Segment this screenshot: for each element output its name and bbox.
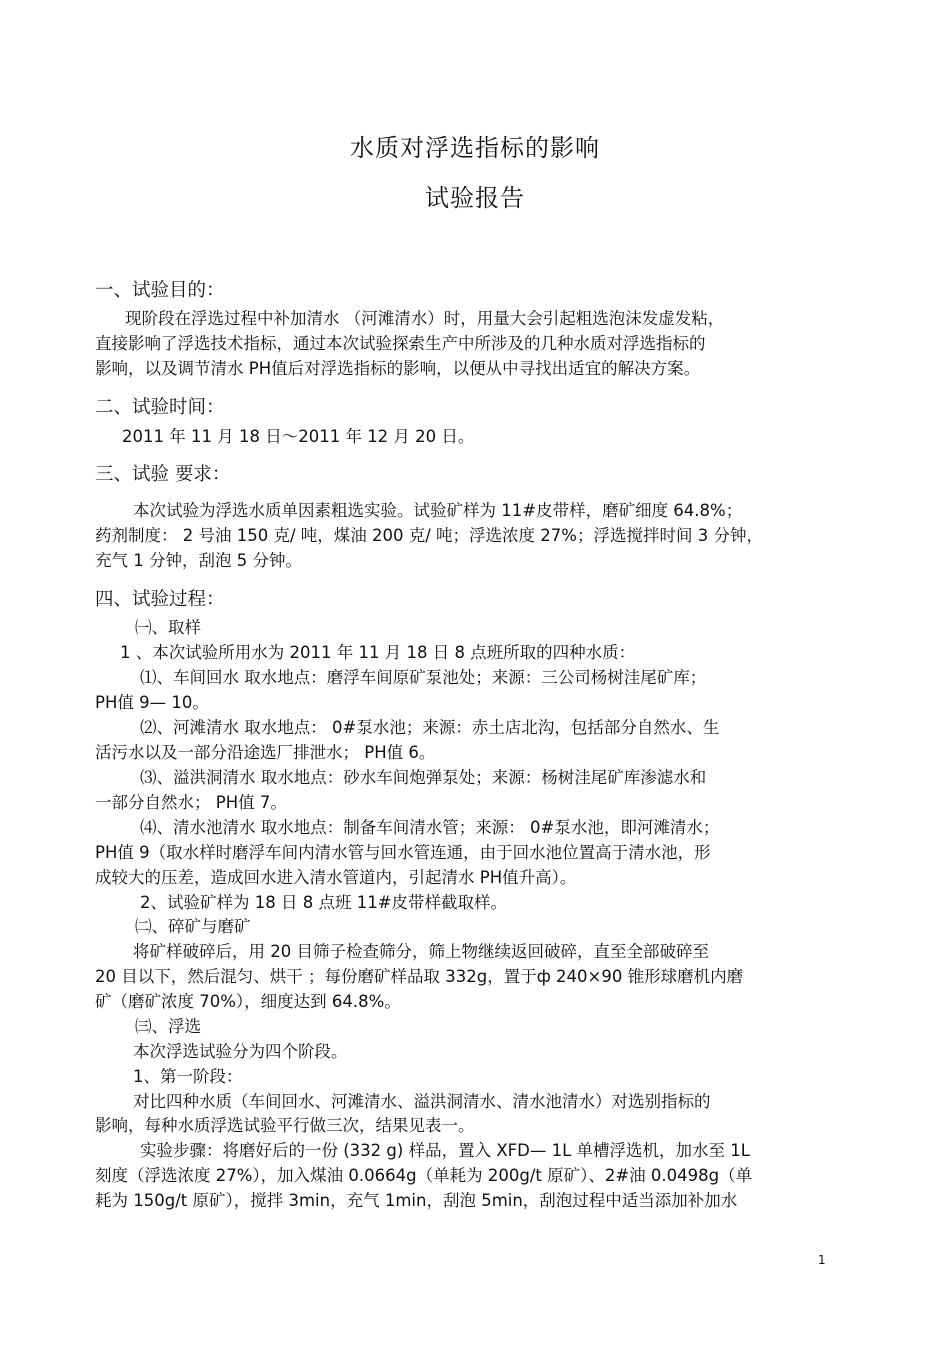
subheading: ㈡、碎矿与磨矿 bbox=[135, 917, 251, 936]
paragraph-line: 实验步骤：将磨好后的一份 (332 g) 样品，置入 XFD— 1L 单槽浮选机，加水至 1L bbox=[140, 1141, 750, 1160]
paragraph-line: 药剂制度： 2 号油 150 克/ 吨，煤油 200 克/ 吨；浮选浓度 27%；浮选搅拌时间 3 分钟， bbox=[95, 526, 763, 545]
paragraph-line: 充气 1 分钟，刮泡 5 分钟。 bbox=[95, 551, 302, 570]
paragraph-line: ⑴、车间回水 取水地点：磨浮车间原矿泵池处；来源：三公司杨树洼尾矿库； bbox=[140, 668, 707, 687]
paragraph-line: 矿（磨矿浓度 70%），细度达到 64.8%。 bbox=[95, 992, 401, 1011]
paragraph-line: 20 目以下，然后混匀、烘干 ；每份磨矿样品取 332g，置于ф 240×90 锥形球磨机内磨 bbox=[95, 967, 744, 986]
paragraph-line: 耗为 150g/t 原矿），搅拌 3min，充气 1min，刮泡 5min，刮泡过程中适当添加补加水 bbox=[95, 1191, 738, 1210]
paragraph-line: PH值 9（取水样时磨浮车间内清水管与回水管连通，由于回水池位置高于清水池，形 bbox=[95, 843, 711, 862]
section-heading: 四、试验过程： bbox=[95, 589, 225, 610]
paragraph-line: 直接影响了浮选技术指标，通过本次试验探索生产中所涉及的几种水质对浮选指标的 bbox=[95, 334, 706, 353]
paragraph-line: 活污水以及一部分沿途选厂排泄水； PH值 6。 bbox=[95, 743, 436, 762]
subheading: ㈢、浮选 bbox=[135, 1017, 201, 1036]
paragraph-line: 本次试验为浮选水质单因素粗选实验。试验矿样为 11#皮带样，磨矿细度 64.8%； bbox=[133, 501, 743, 520]
title-line-1: 水质对浮选指标的影响 bbox=[350, 134, 600, 162]
paragraph-line: 影响，每种水质浮选试验平行做三次，结果见表一。 bbox=[95, 1116, 475, 1135]
paragraph-line: 刻度（浮选浓度 27%），加入煤油 0.0664g（单耗为 200g/t 原矿）、2#油 0.0498g（单 bbox=[95, 1166, 753, 1185]
section-heading: 二、试验时间： bbox=[95, 397, 225, 418]
paragraph-line: PH值 9— 10。 bbox=[95, 693, 209, 712]
paragraph-line: 成较大的压差，造成回水进入清水管道内，引起清水 PH值升高）。 bbox=[95, 868, 577, 887]
title-line-2: 试验报告 bbox=[425, 184, 525, 212]
paragraph-line: ⑵、河滩清水 取水地点： 0#泵水池；来源：赤土店北沟，包括部分自然水、生 bbox=[140, 718, 720, 737]
paragraph-line: 1 、本次试验所用水为 2011 年 11 月 18 日 8 点班所取的四种水质： bbox=[120, 643, 636, 662]
paragraph-line: 2、试验矿样为 18 日 8 点班 11#皮带样截取样。 bbox=[140, 893, 508, 912]
paragraph-line: 2011 年 11 月 18 日～2011 年 12 月 20 日。 bbox=[122, 427, 475, 446]
paragraph-line: 将矿样破碎后，用 20 目筛子检查筛分，筛上物继续返回破碎，直至全部破碎至 bbox=[133, 942, 709, 961]
paragraph-line: 影响，以及调节清水 PH值后对浮选指标的影响，以便从中寻找出适宜的解决方案。 bbox=[95, 359, 701, 378]
paragraph-line: 本次浮选试验分为四个阶段。 bbox=[133, 1042, 348, 1061]
paragraph-line: 1、第一阶段： bbox=[133, 1067, 243, 1086]
paragraph-line: 对比四种水质（车间回水、河滩清水、溢洪洞清水、清水池清水）对选别指标的 bbox=[133, 1092, 711, 1111]
subheading: ㈠、取样 bbox=[135, 618, 201, 637]
paragraph-line: 现阶段在浮选过程中补加清水 （河滩清水）时，用量大会引起粗选泡沫发虚发粘， bbox=[125, 309, 725, 328]
paragraph-line: 一部分自然水； PH值 7。 bbox=[95, 793, 287, 812]
section-heading: 三、试验 要求： bbox=[95, 464, 231, 485]
paragraph-line: ⑷、清水池清水 取水地点：制备车间清水管；来源： 0#泵水池，即河滩清水； bbox=[140, 818, 720, 837]
paragraph-line: ⑶、溢洪洞清水 取水地点：砂水车间炮弹泵处；来源：杨树洼尾矿库渗滤水和 bbox=[140, 768, 707, 787]
page-number: 1 bbox=[818, 1253, 826, 1267]
section-heading: 一、试验目的： bbox=[95, 280, 225, 301]
